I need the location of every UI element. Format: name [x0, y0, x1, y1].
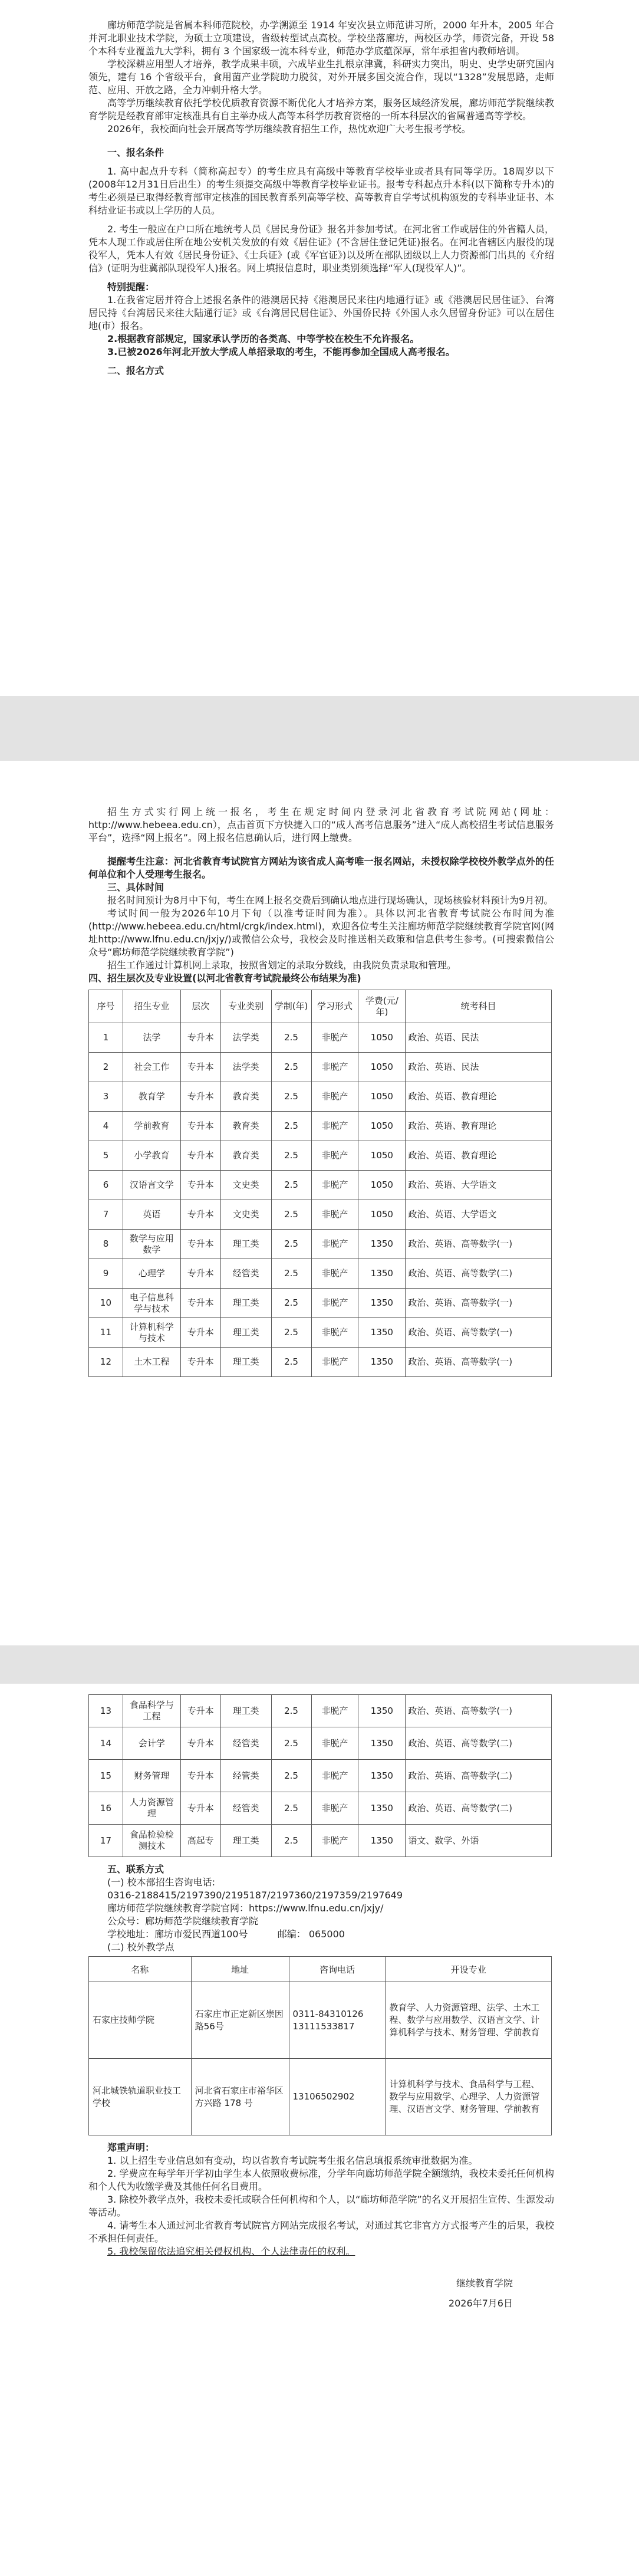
table-header-row — [89, 1957, 552, 1982]
table-cell: 专升本 — [180, 1792, 220, 1825]
table-cell: 1350 — [358, 1289, 406, 1318]
intro-paragraph: 廊坊师范学院是省属本科师范院校，办学溯源至 1914 年安次县立师范讲习所，2000 年升本，2005 年合并河北职业技术学院，为硕士立项建设，省级转型试点高校。学校坐落廊坊，两校区办学，师资完备，开设 58 个本科专业覆盖九大学科，拥有 3 个国家级一流本科专业，师范办学底蕴深厚，常年承担省内教师培训。 — [88, 19, 554, 57]
table-cell: 经管类 — [220, 1760, 271, 1792]
table-row — [89, 1695, 552, 1727]
table-cell: 会计学 — [123, 1727, 180, 1760]
table-cell: 1050 — [358, 1200, 406, 1230]
table-row — [89, 2059, 552, 2135]
table-row — [89, 1171, 552, 1200]
table-cell: 2.5 — [271, 1825, 311, 1857]
special-note-item: 1.在我省定居并符合上述报名条件的港澳居民持《港澳居民来往内地通行证》或《港澳居民居住证》、台湾居民持《台湾居民来往大陆通行证》或《台湾居民居住证》、外国侨民持《外国人永久居留身份证》可以在居住地(市）报名。 — [88, 294, 554, 331]
table-row — [89, 1112, 552, 1141]
table-cell: 专升本 — [180, 1348, 220, 1377]
table-cell: 16 — [89, 1792, 123, 1825]
table-cell: 政治、英语、高等数学(二) — [406, 1727, 552, 1760]
table-cell: 社会工作 — [123, 1053, 180, 1082]
table-cell: 专升本 — [180, 1289, 220, 1318]
special-note-item: 3.已被2026年河北开放大学成人单招录取的考生，不能再参加全国成人高考报名。 — [107, 346, 455, 357]
table-row — [89, 1727, 552, 1760]
table-cell: 2 — [89, 1053, 123, 1082]
table-cell: 政治、英语、高等数学(二) — [406, 1792, 552, 1825]
table-cell: 文史类 — [220, 1200, 271, 1230]
table-cell: 2.5 — [271, 1727, 311, 1760]
program-table-continued — [88, 1694, 552, 1857]
table-header-cell: 序号 — [89, 990, 123, 1023]
document-page-1 — [0, 0, 639, 696]
table-header-cell: 咨询电话 — [289, 1957, 386, 1982]
table-cell: 英语 — [123, 1200, 180, 1230]
table-cell: 法学 — [123, 1023, 180, 1053]
table-cell: 政治、英语、大学语文 — [406, 1200, 552, 1230]
table-header-cell: 招生专业 — [123, 990, 180, 1023]
notice-item: 3. 除校外教学点外，我校未委托或联合任何机构和个人，以“廊坊师范学院”的名义开展招生宣传、生源发动等活动。 — [88, 2194, 554, 2218]
table-cell: 4 — [89, 1112, 123, 1141]
table-cell: 理工类 — [220, 1348, 271, 1377]
table-cell: 学前教育 — [123, 1112, 180, 1141]
table-cell: 1350 — [358, 1760, 406, 1792]
notice-item: 5. 我校保留依法追究相关侵权机构、个人法律责任的权利。 — [107, 2246, 355, 2257]
table-cell: 2.5 — [271, 1259, 311, 1289]
table-cell: 1350 — [358, 1230, 406, 1259]
table-cell: 政治、英语、高等数学(一) — [406, 1348, 552, 1377]
table-cell: 2.5 — [271, 1230, 311, 1259]
table-cell: 非脱产 — [311, 1053, 358, 1082]
special-note-item: 2.根据教育部规定，国家承认学历的各类高、中等学校在校生不允许报名。 — [107, 333, 420, 344]
table-cell: 理工类 — [220, 1825, 271, 1857]
table-cell: 2.5 — [271, 1141, 311, 1171]
table-cell: 教育类 — [220, 1082, 271, 1112]
table-row — [89, 1200, 552, 1230]
table-cell: 1350 — [358, 1695, 406, 1727]
table-cell: 2.5 — [271, 1200, 311, 1230]
table-cell: 政治、英语、高等数学(二) — [406, 1259, 552, 1289]
table-cell: 17 — [89, 1825, 123, 1857]
table-cell: 电子信息科学与技术 — [123, 1289, 180, 1318]
table-cell: 1350 — [358, 1792, 406, 1825]
table-cell: 1050 — [358, 1171, 406, 1200]
table-header-row — [89, 990, 552, 1023]
table-header-cell: 统考科目 — [406, 990, 552, 1023]
notice-heading: 郑重声明： — [107, 2142, 155, 2153]
table-header-cell: 名称 — [89, 1957, 192, 1982]
table-cell: 1350 — [358, 1348, 406, 1377]
table-cell: 6 — [89, 1171, 123, 1200]
site-name: 石家庄技师学院 — [89, 1982, 192, 2059]
table-cell: 政治、英语、高等数学(二) — [406, 1760, 552, 1792]
contact-website: 廊坊师范学院继续教育学院官网：https://www.lfnu.edu.cn/jxjy/ — [107, 1903, 384, 1914]
table-cell: 专升本 — [180, 1082, 220, 1112]
site-phone: 0311-84310126 13111533817 — [289, 1982, 386, 2059]
table-cell: 专升本 — [180, 1760, 220, 1792]
table-header-cell: 学习形式 — [311, 990, 358, 1023]
table-header-cell: 地址 — [191, 1957, 289, 1982]
table-row — [89, 1982, 552, 2059]
page-1-content — [88, 19, 554, 377]
condition-item: 2. 考生一般应在户口所在地统考人员《居民身份证》报名并参加考试。在河北省工作或居住的外省籍人员，凭本人现工作或居住所在地公安机关发放的有效《居住证》(不含居住登记凭证)报名。在河北省辖区内服役的现役军人，凭本人有效《居民身份证》、《士兵证》(或《军官证》)以及所在部队团级以上人力资源部门出具的《介绍信》(证明为驻冀部队现役军人)报名。网上填报信息时，职业类别须选择“军人(现役军人)”。 — [88, 224, 554, 274]
table-cell: 2.5 — [271, 1318, 311, 1348]
table-row — [89, 1318, 552, 1348]
table-cell: 非脱产 — [311, 1318, 358, 1348]
table-cell: 理工类 — [220, 1230, 271, 1259]
schedule-paragraph: 招生工作通过计算机网上录取，按照省划定的录取分数线，由我院负责录取和管理。 — [107, 960, 457, 971]
table-cell: 非脱产 — [311, 1792, 358, 1825]
table-cell: 政治、英语、大学语文 — [406, 1171, 552, 1200]
table-cell: 非脱产 — [311, 1760, 358, 1792]
table-row — [89, 1289, 552, 1318]
contact-wechat: 公众号：廊坊师范学院继续教育学院 — [107, 1915, 259, 1927]
table-header-cell: 专业类别 — [220, 990, 271, 1023]
table-cell: 政治、英语、民法 — [406, 1053, 552, 1082]
table-cell: 心理学 — [123, 1259, 180, 1289]
table-cell: 非脱产 — [311, 1289, 358, 1318]
table-cell: 专升本 — [180, 1200, 220, 1230]
table-cell: 1350 — [358, 1727, 406, 1760]
table-cell: 教育类 — [220, 1112, 271, 1141]
table-cell: 1350 — [358, 1825, 406, 1857]
table-cell: 语文、数学、外语 — [406, 1825, 552, 1857]
table-cell: 非脱产 — [311, 1727, 358, 1760]
table-cell: 专升本 — [180, 1727, 220, 1760]
table-row — [89, 1348, 552, 1377]
intro-paragraph: 学校深耕应用型人才培养，教学成果丰硕，六成毕业生扎根京津冀，科研实力突出，明史、史学史研究国内领先，建有 16 个省级平台，食用菌产业学院助力脱贫，对外开展多国交流合作，现以“1328”发展思路，走师范、应用、开放之路，全力冲刺升格大学。 — [88, 58, 554, 96]
table-cell: 2.5 — [271, 1112, 311, 1141]
page-3-content — [88, 1694, 554, 2314]
table-cell: 理工类 — [220, 1318, 271, 1348]
table-cell: 食品检验检测技术 — [123, 1825, 180, 1857]
site-address: 石家庄市正定新区崇因路56号 — [191, 1982, 289, 2059]
table-header-cell: 学费(元/年) — [358, 990, 406, 1023]
table-cell: 理工类 — [220, 1289, 271, 1318]
postcode-value: 065000 — [308, 1928, 345, 1940]
table-cell: 11 — [89, 1318, 123, 1348]
table-cell: 财务管理 — [123, 1760, 180, 1792]
table-row — [89, 1053, 552, 1082]
section-heading: 三、具体时间 — [107, 882, 164, 893]
table-cell: 1350 — [358, 1318, 406, 1348]
program-table-body — [89, 1023, 552, 1377]
document-page-3 — [0, 1684, 639, 2576]
table-cell: 政治、英语、高等数学(一) — [406, 1695, 552, 1727]
table-cell: 15 — [89, 1760, 123, 1792]
contact-address — [88, 1928, 554, 1941]
table-cell: 专升本 — [180, 1141, 220, 1171]
table-cell: 专升本 — [180, 1695, 220, 1727]
condition-item: 1. 高中起点升专科（简称高起专）的考生应具有高级中等教育学校毕业或者具有同等学历。18周岁以下(2008年12月31日后出生）的考生须提交高级中等教育学校毕业证书。报考专科起点升本科(以下简称专升本)的考生必须是已取得经教育部审定核准的国民教育系列高等学校、高等教育自学考试机构颁发的专科毕业证书、本科结业证书或以上学历的人员。 — [88, 166, 554, 216]
table-cell: 专升本 — [180, 1171, 220, 1200]
section-heading: 二、报名方式 — [107, 365, 164, 376]
table-header-cell: 开设专业 — [386, 1957, 552, 1982]
section-heading: 五、联系方式 — [107, 1864, 164, 1875]
registration-paragraph: 招生方式实行网上统一报名，考生在规定时间内登录河北省教育考试院网站(网址：http://www.hebeea.edu.cn），点击首页下方快捷入口的“成人高考信息服务”进入“成人高校招生考试信息服务平台”，选择“网上报名”。网上报名信息确认后，进行网上缴费。 — [88, 806, 554, 843]
schedule-paragraph: 报名时间预计为8月中下旬，考生在网上报名交费后到确认地点进行现场确认，现场核验材料预计为9月初。 — [107, 895, 554, 906]
table-cell: 非脱产 — [311, 1112, 358, 1141]
table-cell: 经管类 — [220, 1727, 271, 1760]
table-cell: 非脱产 — [311, 1695, 358, 1727]
table-cell: 政治、英语、教育理论 — [406, 1082, 552, 1112]
table-cell: 人力资源管理 — [123, 1792, 180, 1825]
site-majors: 教育学、人力资源管理、法学、土木工程、数学与应用数学、汉语言文学、计算机科学与技术、财务管理、学前教育 — [386, 1982, 552, 2059]
table-cell: 小学教育 — [123, 1141, 180, 1171]
table-row — [89, 1230, 552, 1259]
table-row — [89, 1141, 552, 1171]
table-cell: 政治、英语、高等数学(一) — [406, 1318, 552, 1348]
intro-paragraph: 高等学历继续教育依托学校优质教育资源不断优化人才培养方案，服务区域经济发展，廊坊师范学院继续教育学院是经教育部审定核准具有自主举办成人高等本科学历教育资格的一所本科层次的省属普通高等学校。 — [88, 97, 554, 121]
special-note-heading: 特别提醒： — [107, 281, 155, 293]
intro-paragraph: 2026年，我校面向社会开展高等学历继续教育招生工作，热忱欢迎广大考生报考学校。 — [107, 123, 471, 134]
table-row — [89, 1792, 552, 1825]
table-cell: 1050 — [358, 1112, 406, 1141]
address-text: 学校地址：廊坊市爱民西道100号 — [107, 1928, 248, 1940]
table-cell: 文史类 — [220, 1171, 271, 1200]
signature-date: 2026年7月6日 — [448, 2298, 513, 2309]
table-cell: 非脱产 — [311, 1200, 358, 1230]
table-cell: 2.5 — [271, 1053, 311, 1082]
page-2-content — [88, 806, 554, 1377]
table-cell: 专升本 — [180, 1259, 220, 1289]
table-cell: 1 — [89, 1023, 123, 1053]
notice-item: 2. 学费应在每学年开学初由学生本人依照收费标准，分学年向廊坊师范学院全额缴纳，我校未委托任何机构和个人代为收缴学费及其他任何名目费用。 — [88, 2168, 554, 2192]
table-cell: 专升本 — [180, 1023, 220, 1053]
table-cell: 汉语言文学 — [123, 1171, 180, 1200]
site-name: 河北城铁轨道职业技工学校 — [89, 2059, 192, 2135]
table-cell: 经管类 — [220, 1792, 271, 1825]
table-cell: 3 — [89, 1082, 123, 1112]
table-cell: 政治、英语、民法 — [406, 1023, 552, 1053]
table-cell: 8 — [89, 1230, 123, 1259]
table-cell: 9 — [89, 1259, 123, 1289]
table-cell: 食品科学与工程 — [123, 1695, 180, 1727]
table-row — [89, 1760, 552, 1792]
table-cell: 非脱产 — [311, 1141, 358, 1171]
table-cell: 1050 — [358, 1023, 406, 1053]
table-cell: 土木工程 — [123, 1348, 180, 1377]
table-cell: 2.5 — [271, 1695, 311, 1727]
table-cell: 专升本 — [180, 1112, 220, 1141]
table-row — [89, 1082, 552, 1112]
table-cell: 非脱产 — [311, 1023, 358, 1053]
table-cell: 理工类 — [220, 1695, 271, 1727]
table-cell: 法学类 — [220, 1053, 271, 1082]
table-header-cell: 学制(年) — [271, 990, 311, 1023]
table-cell: 2.5 — [271, 1023, 311, 1053]
table-cell: 12 — [89, 1348, 123, 1377]
site-address: 河北省石家庄市裕华区 方兴路 178 号 — [191, 2059, 289, 2135]
table-cell: 高起专 — [180, 1825, 220, 1857]
table-cell: 14 — [89, 1727, 123, 1760]
table-cell: 非脱产 — [311, 1171, 358, 1200]
contact-phones: 0316-2188415/2197390/2195187/2197360/2197359/2197649 — [107, 1890, 403, 1901]
table-row — [89, 1825, 552, 1857]
section-heading: 一、报名条件 — [107, 147, 164, 158]
schedule-paragraph: 考试时间一般为2026年10月下旬（以准考证时间为准）。具体以河北省教育考试院公布时间为准(http://www.hebeea.edu.cn/html/crgk/index.html)，欢迎各位考生关注廊坊师范学院继续教育学院官网(网址http://www.lfnu.edu.cn/jxjy/)或微信公众号，我校会及时推送相关政策和信息供考生参考。(可搜索微信公众号“廊坊师范学院继续教育学院”) — [88, 908, 554, 958]
site-phone: 13106502902 — [289, 2059, 386, 2135]
signature-org: 继续教育学院 — [456, 2278, 513, 2289]
table-cell: 1350 — [358, 1259, 406, 1289]
table-cell: 专升本 — [180, 1053, 220, 1082]
table-cell: 教育类 — [220, 1141, 271, 1171]
table-cell: 10 — [89, 1289, 123, 1318]
table-cell: 7 — [89, 1200, 123, 1230]
section-heading: 四、招生层次及专业设置(以河北省教育考试院最终公布结果为准) — [88, 972, 361, 984]
program-table — [88, 990, 552, 1377]
table-cell: 非脱产 — [311, 1082, 358, 1112]
table-cell: 经管类 — [220, 1259, 271, 1289]
table-cell: 2.5 — [271, 1289, 311, 1318]
table-cell: 13 — [89, 1695, 123, 1727]
document-page-2 — [0, 761, 639, 1645]
warning-paragraph: 提醒考生注意：河北省教育考试院官方网站为该省成人高考唯一报名网站，未授权除学校校外教学点外的任何单位和个人受理考生报名。 — [88, 856, 554, 880]
table-cell: 2.5 — [271, 1760, 311, 1792]
table-cell: 1050 — [358, 1082, 406, 1112]
table-cell: 5 — [89, 1141, 123, 1171]
table-cell: 2.5 — [271, 1082, 311, 1112]
table-cell: 专升本 — [180, 1318, 220, 1348]
table-cell: 非脱产 — [311, 1230, 358, 1259]
table-cell: 政治、英语、教育理论 — [406, 1141, 552, 1171]
table-cell: 法学类 — [220, 1023, 271, 1053]
notice-item: 4. 请考生本人通过河北省教育考试院官方网站完成报名考试，对通过其它非官方方式报考产生的后果，我校不承担任何责任。 — [88, 2220, 554, 2244]
table-cell: 计算机科学与技术 — [123, 1318, 180, 1348]
table-cell: 数学与应用数学 — [123, 1230, 180, 1259]
teaching-sites-table — [88, 1956, 552, 2135]
site-majors: 计算机科学与技术、食品科学与工程、数学与应用数学、心理学、人力资源管理、汉语言文学、财务管理、学前教育 — [386, 2059, 552, 2135]
table-cell: 政治、英语、高等数学(一) — [406, 1230, 552, 1259]
program-table-body-continued — [89, 1695, 552, 1857]
table-cell: 1050 — [358, 1053, 406, 1082]
table-cell: 政治、英语、高等数学(一) — [406, 1289, 552, 1318]
table-cell: 非脱产 — [311, 1259, 358, 1289]
table-cell: 专升本 — [180, 1230, 220, 1259]
notice-item: 1. 以上招生专业信息如有变动，均以省教育考试院考生报名信息填报系统审批数据为准。 — [107, 2155, 478, 2166]
table-cell: 2.5 — [271, 1348, 311, 1377]
table-cell: 教育学 — [123, 1082, 180, 1112]
table-cell: 非脱产 — [311, 1825, 358, 1857]
contact-subheading: (二) 校外教学点 — [107, 1941, 174, 1953]
table-row — [89, 1259, 552, 1289]
table-header-cell: 层次 — [180, 990, 220, 1023]
table-cell: 2.5 — [271, 1171, 311, 1200]
table-cell: 非脱产 — [311, 1348, 358, 1377]
postcode-label: 邮编： — [277, 1928, 306, 1940]
contact-subheading: (一) 校本部招生咨询电话: — [107, 1877, 215, 1888]
table-cell: 2.5 — [271, 1792, 311, 1825]
table-cell: 政治、英语、教育理论 — [406, 1112, 552, 1141]
table-cell: 1050 — [358, 1141, 406, 1171]
table-row — [89, 1023, 552, 1053]
